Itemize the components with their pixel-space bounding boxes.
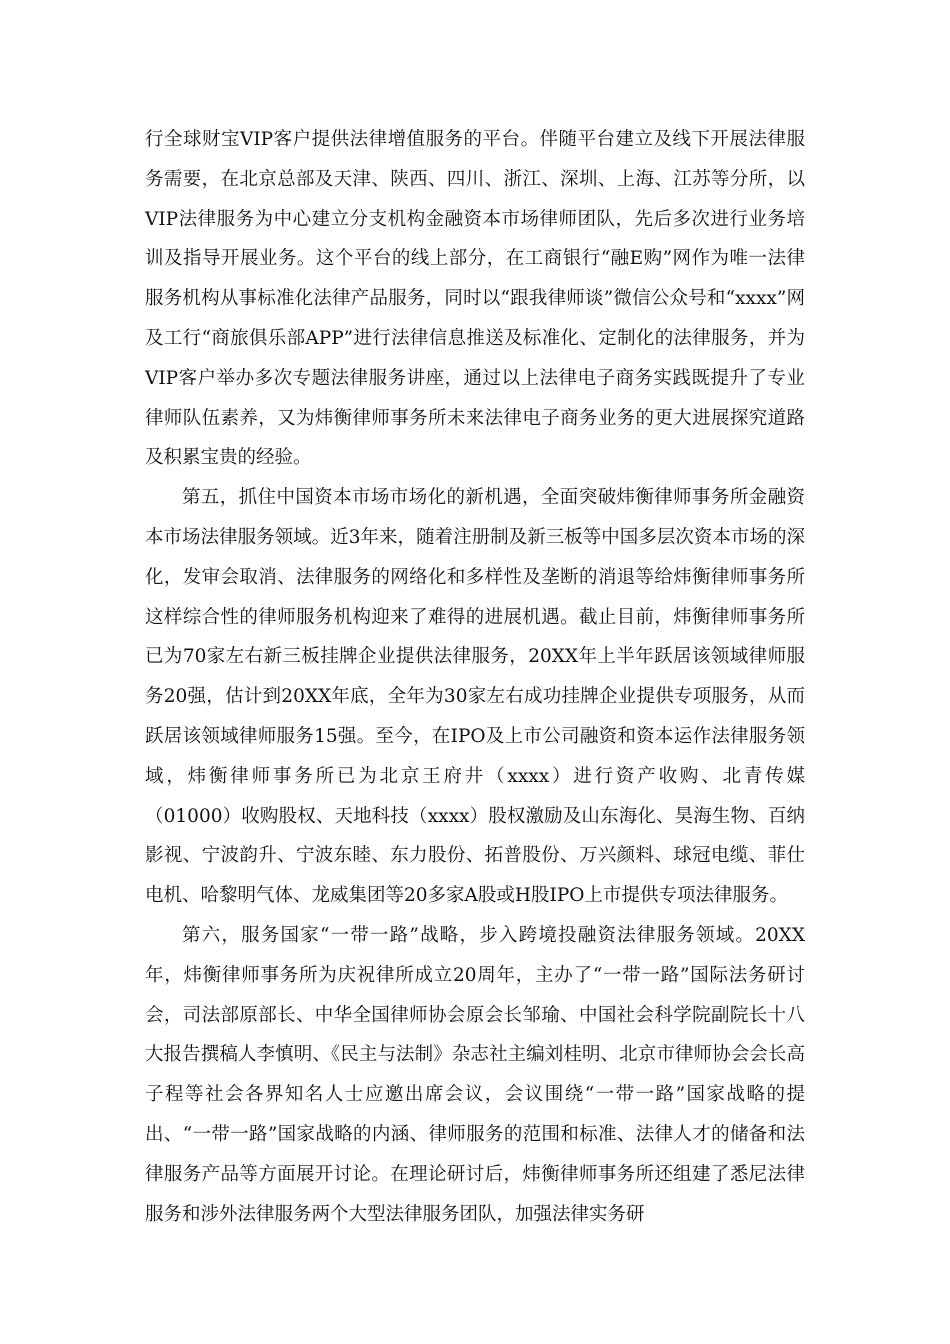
paragraph-sixth: 第六，服务国家“一带一路”战略，步入跨境投融资法律服务领域。20XX年，炜衡律师事务所为庆祝律所成立20周年，主办了“一带一路”国际法务研讨会，司法部原部长、中华全国律师协会原会长邹瑜、中国社会科学院副院长十八大报告撰稿人李慎明、《民主与法制》杂志社主编刘桂明、北京市律师协会会长高子程等社会各界知名人士应邀出席会议，会议围绕“一带一路”国家战略的提出、“一带一路”国家战略的内涵、律师服务的范围和标准、法律人才的储备和法律服务产品等方面展开讨论。在理论研讨后，炜衡律师事务所还组建了悉尼法律服务和涉外法律服务两个大型法律服务团队，加强法律实务研 [145, 924, 805, 1225]
paragraph-fifth: 第五，抓住中国资本市场市场化的新机遇，全面突破炜衡律师事务所金融资本市场法律服务领域。近3年来，随着注册制及新三板等中国多层次资本市场的深化，发审会取消、法律服务的网络化和多样性及垄断的消退等给炜衡律师事务所这样综合性的律师服务机构迎来了难得的进展机遇。截止目前，炜衡律师事务所已为70家左右新三板挂牌企业提供法律服务，20XX年上半年跃居该领域律师服务20强，估计到20XX年底，全年为30家左右成功挂牌企业提供专项服务，从而跃居该领域律师服务15强。至今，在IPO及上市公司融资和资本运作法律服务领域，炜衡律师事务所已为北京王府井（xxxx）进行资产收购、北青传媒（01000）收购股权、天地科技（xxxx）股权激励及山东海化、昊海生物、百纳影视、宁波韵升、宁波东睦、东力股份、拓普股份、万兴颜料、球冠电缆、菲仕电机、哈黎明气体、龙威集团等20多家A股或H股IPO上市提供专项法律服务。 [145, 487, 805, 907]
paragraph-continuation: 行全球财宝VIP客户提供法律增值服务的平台。伴随平台建立及线下开展法律服务需要，在北京总部及天津、陕西、四川、浙江、深圳、上海、江苏等分所，以VIP法律服务为中心建立分支机构金融资本市场律师团队，先后多次进行业务培训及指导开展业务。这个平台的线上部分，在工商银行“融E购”网作为唯一法律服务机构从事标准化法律产品服务，同时以“跟我律师谈”微信公众号和“xxxx”网及工行“商旅俱乐部APP”进行法律信息推送及标准化、定制化的法律服务，并为VIP客户举办多次专题法律服务讲座，通过以上法律电子商务实践既提升了专业律师队伍素养，又为炜衡律师事务所未来法律电子商务业务的更大进展探究道路及积累宝贵的经验。 [145, 129, 805, 469]
document-body [145, 120, 805, 1234]
